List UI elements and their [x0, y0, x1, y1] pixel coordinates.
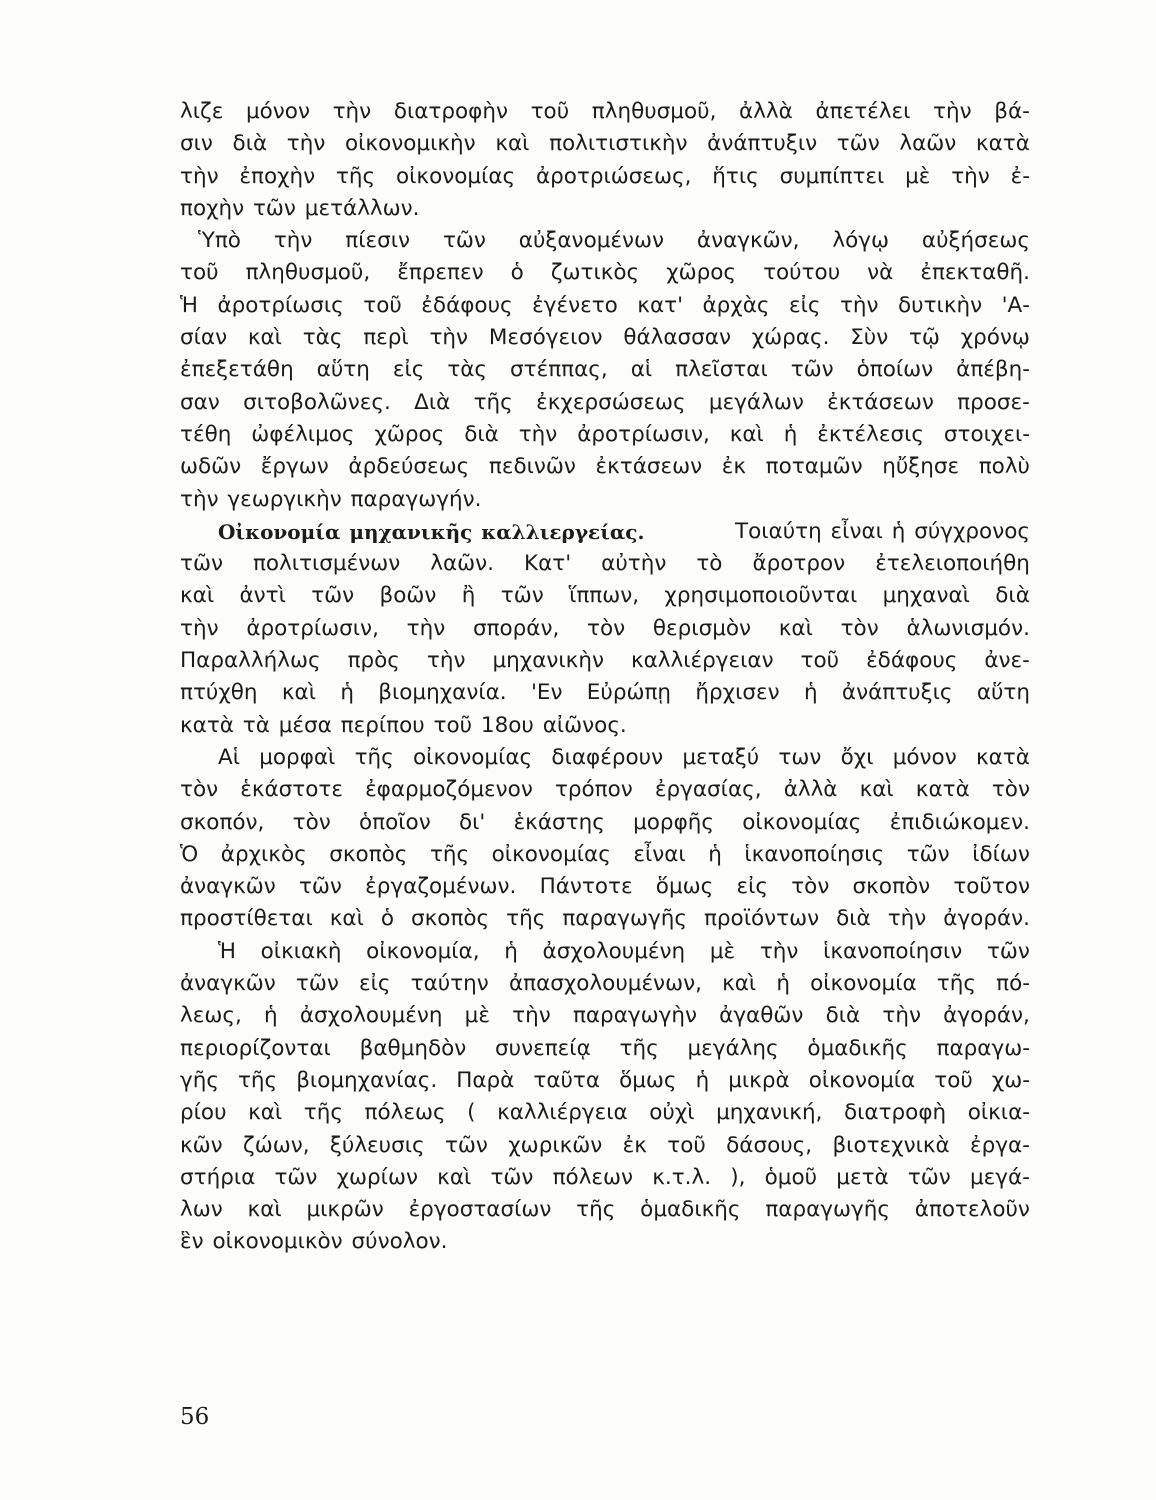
text-line: τὸν ἑκάστοτε ἐφαρμοζόμενον τρόπον ἐργασίας, ἀλλὰ καὶ κατὰ τὸν: [180, 777, 1030, 803]
text-line: τῶν πολιτισμένων λαῶν. Κατ' αὐτὴν τὸ ἄροτρον ἐτελειοποιήθη: [180, 551, 1030, 577]
text-line: Ἡ οἰκιακὴ οἰκονομία, ἡ ἀσχολουμένη μὲ τὴν ἱκανοποίησιν τῶν: [218, 938, 1030, 964]
text-line: σκοπόν, τὸν ὁποῖον δι' ἑκάστης μορφῆς οἰκονομίας ἐπιδιώκομεν.: [180, 809, 1030, 835]
text-line: σαν σιτοβολῶνες. Διὰ τῆς ἐκχερσώσεως μεγάλων ἐκτάσεων προσε-: [180, 389, 1030, 415]
text-line: λιζε μόνον τὴν διατροφὴν τοῦ πληθυσμοῦ, ἀλλὰ ἀπετέλει τὴν βά-: [180, 99, 1030, 124]
text-line: ἀναγκῶν τῶν ἐργαζομένων. Πάντοτε ὅμως εἰς τὸν σκοπὸν τοῦτον: [180, 874, 1030, 900]
text-line: πτύχθη καὶ ἡ βιομηχανία. 'Εν Εὐρώπῃ ἤρχισεν ἡ ἀνάπτυξις αὕτη: [180, 680, 1030, 706]
text-line: Παραλλήλως πρὸς τὴν μηχανικὴν καλλιέργειαν τοῦ ἐδάφους ἀνε-: [180, 648, 1030, 674]
text-line: προστίθεται καὶ ὁ σκοπὸς τῆς παραγωγῆς προϊόντων διὰ τὴν ἀγοράν.: [180, 906, 1030, 932]
body-text: [180, 96, 1030, 1259]
text-line: τέθη ὠφέλιμος χῶρος διὰ τὴν ἀροτρίωσιν, καὶ ἡ ἐκτέλεσις στοιχει-: [180, 421, 1030, 447]
text-line: ἐπεξετάθη αὕτη εἰς τὰς στέππας, αἱ πλεῖσται τῶν ὁποίων ἀπέβη-: [180, 357, 1030, 383]
text-line: λων καὶ μικρῶν ἐργοστασίων τῆς ὁμαδικῆς παραγωγῆς ἀποτελοῦν: [180, 1197, 1030, 1223]
section-heading-rest: Τοιαύτη εἶναι ἡ σύγχρονος: [734, 518, 1030, 544]
text-line: Ὑπὸ τὴν πίεσιν τῶν αὐξανομένων ἀναγκῶν, λόγῳ αὐξήσεως: [198, 228, 1030, 254]
page-number: 56: [180, 1404, 210, 1430]
text-line: ἀναγκῶν τῶν εἰς ταύτην ἀπασχολουμένων, καὶ ἡ οἰκονομία τῆς πό-: [180, 971, 1030, 997]
section-heading: Οἰκονομία μηχανικῆς καλλιεργείας.: [218, 519, 645, 544]
text-line: Ὁ ἀρχικὸς σκοπὸς τῆς οἰκονομίας εἶναι ἡ ἱκανοποίησις τῶν ἰδίων: [180, 841, 1030, 867]
text-line: στήρια τῶν χωρίων καὶ τῶν πόλεων κ.τ.λ. ), ὁμοῦ μετὰ τῶν μεγά-: [180, 1164, 1030, 1190]
text-line: γῆς τῆς βιομηχανίας. Παρὰ ταῦτα ὅμως ἡ μικρὰ οἰκονομία τοῦ χω-: [180, 1067, 1030, 1093]
text-line: ἓν οἰκονομικὸν σύνολον.: [180, 1229, 448, 1255]
text-line: σιν διὰ τὴν οἰκονομικὴν καὶ πολιτιστικὴν ἀνάπτυξιν τῶν λαῶν κατὰ: [180, 131, 1030, 157]
text-line: τὴν ἐποχὴν τῆς οἰκονομίας ἀροτριώσεως, ἥτις συμπίπτει μὲ τὴν ἐ-: [180, 163, 1030, 189]
text-line: ποχὴν τῶν μετάλλων.: [180, 195, 420, 221]
text-line: λεως, ἡ ἀσχολουμένη μὲ τὴν παραγωγὴν ἀγαθῶν διὰ τὴν ἀγοράν,: [180, 1003, 1030, 1029]
text-line: κατὰ τὰ μέσα περίπου τοῦ 18ου αἰῶνος.: [180, 712, 627, 738]
text-line: Ἡ ἀροτρίωσις τοῦ ἐδάφους ἐγένετο κατ' ἀρχὰς εἰς τὴν δυτικὴν 'Α-: [180, 292, 1030, 318]
section-line: [180, 516, 1030, 548]
text-line: ρίου καὶ τῆς πόλεως ( καλλιέργεια οὐχὶ μηχανική, διατροφὴ οἰκια-: [180, 1100, 1030, 1126]
text-line: κῶν ζώων, ξύλευσις τῶν χωρικῶν ἐκ τοῦ δάσους, βιοτεχνικὰ ἐργα-: [180, 1132, 1030, 1158]
text-line: σίαν καὶ τὰς περὶ τὴν Μεσόγειον θάλασσαν χώρας. Σὺν τῷ χρόνῳ: [180, 325, 1030, 351]
text-line: περιορίζονται βαθμηδὸν συνεπείᾳ τῆς μεγάλης ὁμαδικῆς παραγω-: [180, 1035, 1030, 1061]
text-line: τὴν ἀροτρίωσιν, τὴν σποράν, τὸν θερισμὸν καὶ τὸν ἁλωνισμόν.: [180, 615, 1030, 641]
text-line: Αἱ μορφαὶ τῆς οἰκονομίας διαφέρουν μεταξύ των ὄχι μόνον κατὰ: [218, 744, 1030, 770]
text-line: ωδῶν ἔργων ἀρδεύσεως πεδινῶν ἐκτάσεων ἐκ ποταμῶν ηὔξησε πολὺ: [180, 454, 1030, 480]
text-line: καὶ ἀντὶ τῶν βοῶν ἢ τῶν ἵππων, χρησιμοποιοῦνται μηχαναὶ διὰ: [180, 583, 1030, 609]
text-line: τοῦ πληθυσμοῦ, ἔπρεπεν ὁ ζωτικὸς χῶρος τούτου νὰ ἐπεκταθῆ.: [180, 260, 1030, 286]
text-line: τὴν γεωργικὴν παραγωγήν.: [180, 486, 482, 512]
